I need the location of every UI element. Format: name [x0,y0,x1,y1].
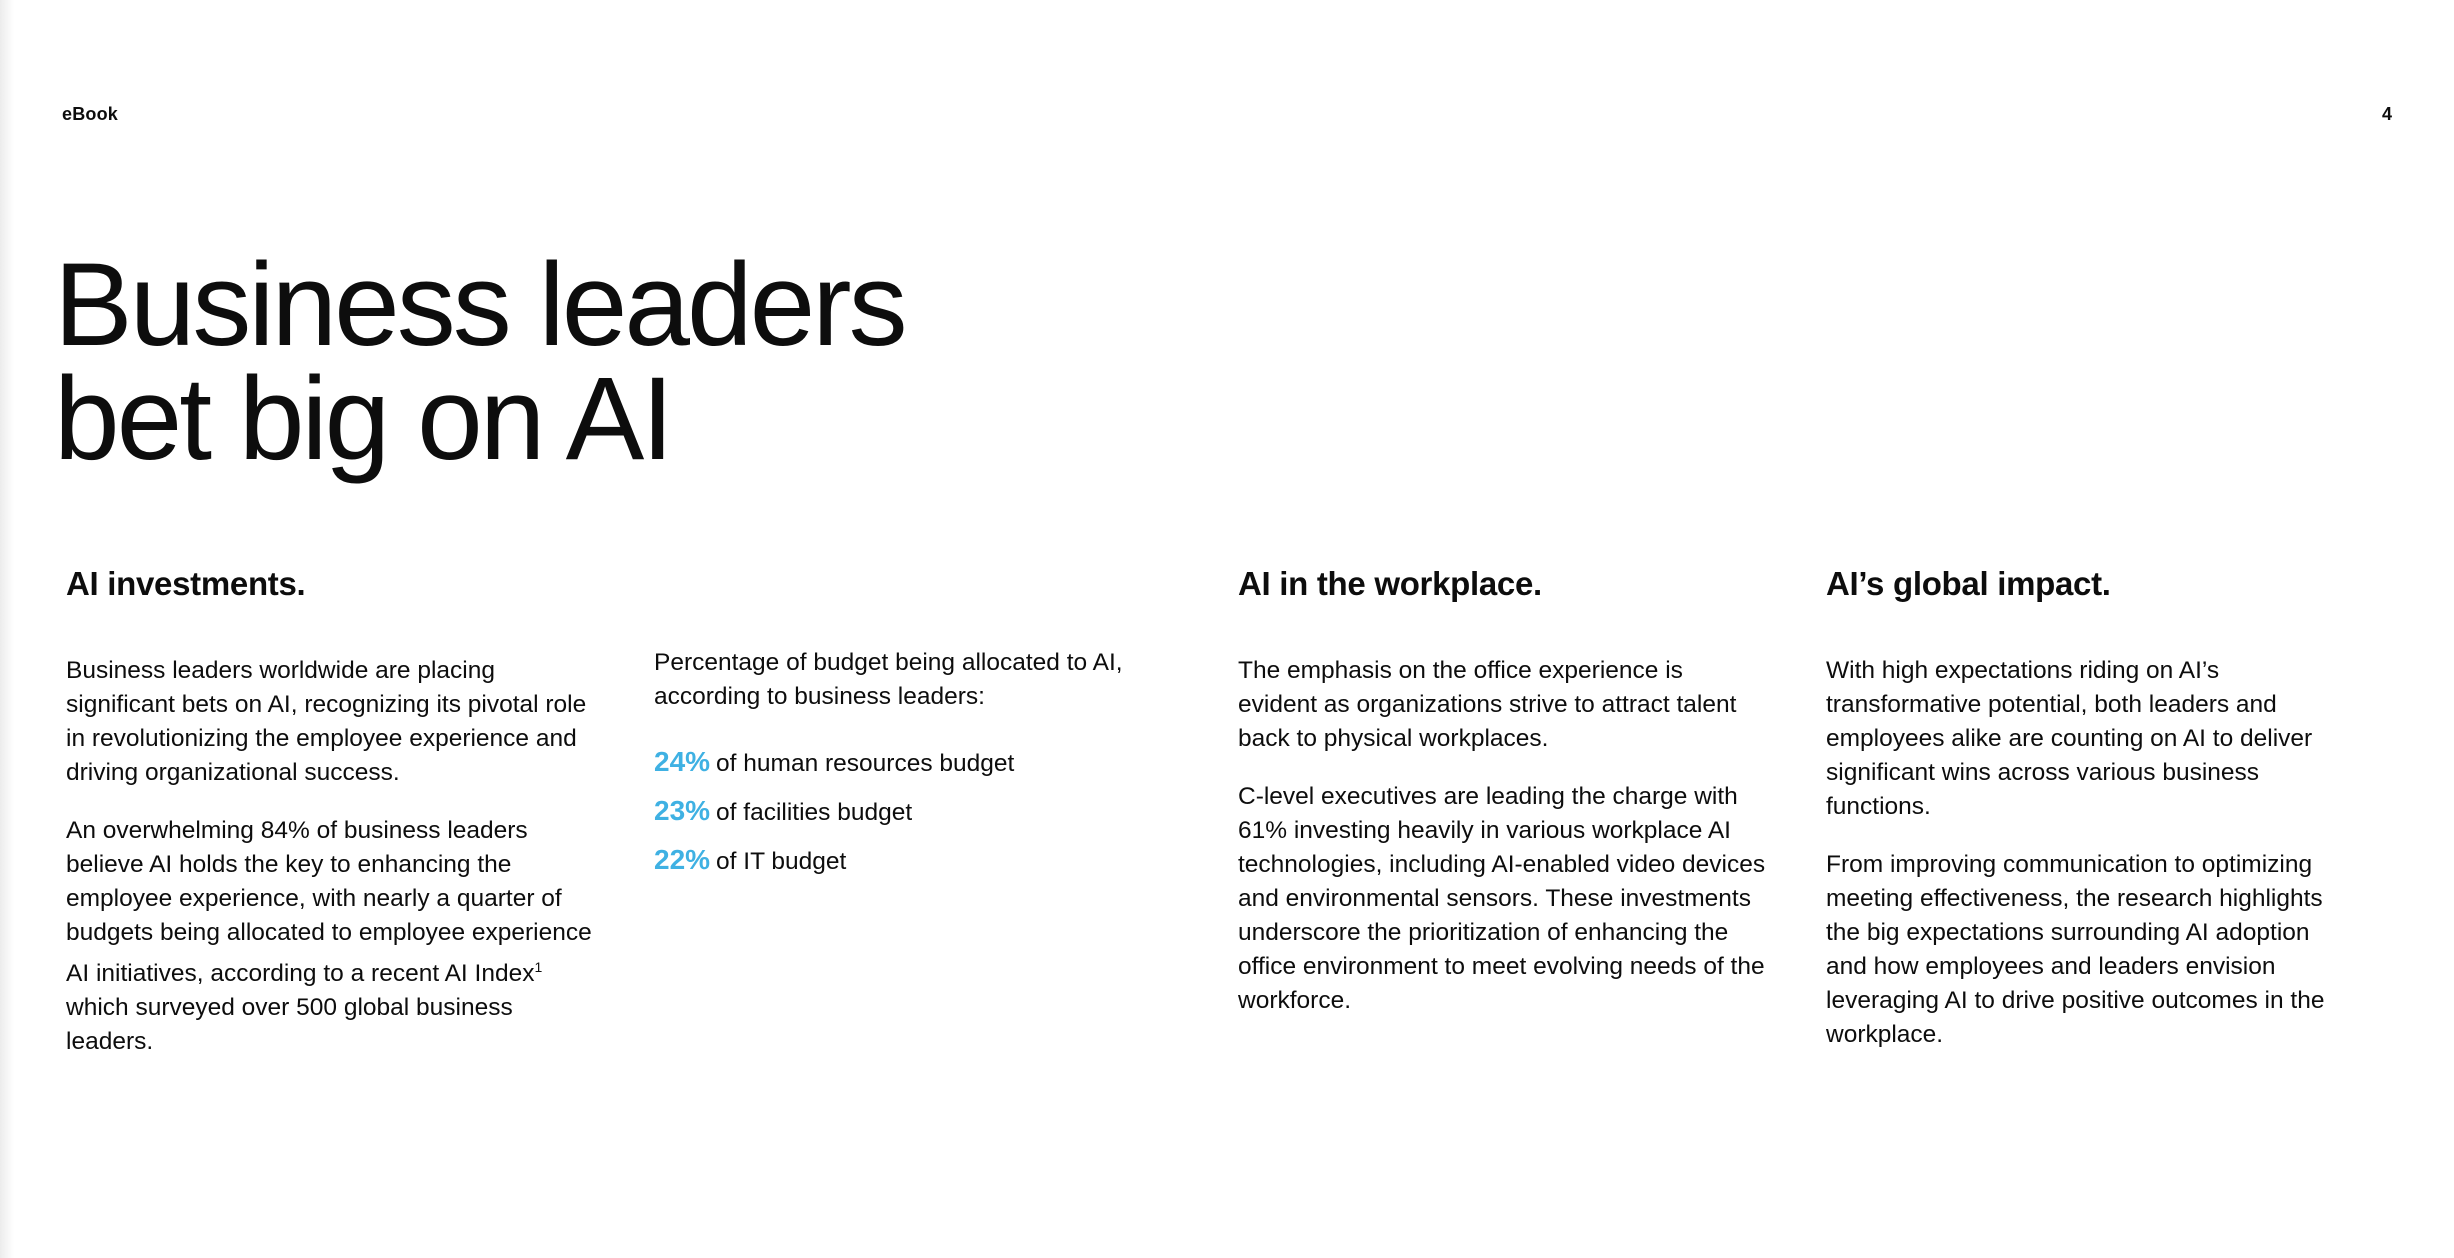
ai-investments-paragraph-2-end: which surveyed over 500 global business leaders. [66,994,513,1056]
page-number: 4 [2381,104,2392,124]
page-title [54,239,905,485]
ai-global-impact-section [1826,564,2366,1076]
budget-stat-list [654,738,1194,885]
budget-stat-value: 23% [654,795,711,826]
budget-stat-item [654,738,1194,787]
page-edge-shadow [0,0,14,1258]
ai-workplace-paragraph-2: C-level executives are leading the charge with 61% investing heavily in various workplace AI technologies, including AI-enabled video devices and environmental sensors. These investments underscore the prioritization of enhancing the office environment to meet evolving needs of the workforce. [1238,783,1766,1014]
budget-stat-label: of human resources budget [716,750,1015,777]
ai-investments-paragraph-1: Business leaders worldwide are placing significant bets on AI, recognizing its pivotal role in revolutionizing the employee experience and driving organizational success. [66,657,587,786]
budget-intro-text: Percentage of budget being allocated to AI, according to business leaders: [654,649,1123,710]
budget-stat-value: 22% [654,844,711,875]
budget-stat-label: of facilities budget [716,799,913,826]
budget-allocation-section [654,646,1194,885]
page-title-line-2: bet big on AI [54,353,672,485]
ai-investments-paragraph-2 [66,814,606,1059]
ai-global-impact-paragraph-1: With high expectations riding on AI’s transformative potential, both leaders and employees alike are counting on AI to deliver significant wins across various business functions. [1826,657,2313,820]
budget-stat-label: of IT budget [716,848,847,875]
page-title-line-1: Business leaders [54,239,905,371]
ai-workplace-heading: AI in the workplace. [1238,565,1542,602]
ai-workplace-section [1238,564,1778,1042]
budget-stat-value: 24% [654,746,711,777]
ai-global-impact-paragraph-2: From improving communication to optimizing meeting effectiveness, the research highlights the big expectations surrounding AI adoption and how employees and leaders envision leveraging AI to drive positive outcomes in the workplace. [1826,851,2325,1048]
document-type-label: eBook [62,104,119,124]
ai-investments-heading: AI investments. [66,565,306,602]
footnote-marker: 1 [534,959,543,975]
budget-stat-item [654,787,1194,836]
ai-investments-section [66,564,606,1083]
budget-stat-item [654,836,1194,885]
ai-global-impact-heading: AI’s global impact. [1826,565,2111,602]
ai-investments-paragraph-2-text: An overwhelming 84% of business leaders believe AI holds the key to enhancing the employee experience, with nearly a quarter of budgets being allocated to employee experience AI initiatives, according to a recent AI Index [66,817,592,988]
ai-workplace-paragraph-1: The emphasis on the office experience is evident as organizations strive to attract talent back to physical workplaces. [1238,657,1737,752]
